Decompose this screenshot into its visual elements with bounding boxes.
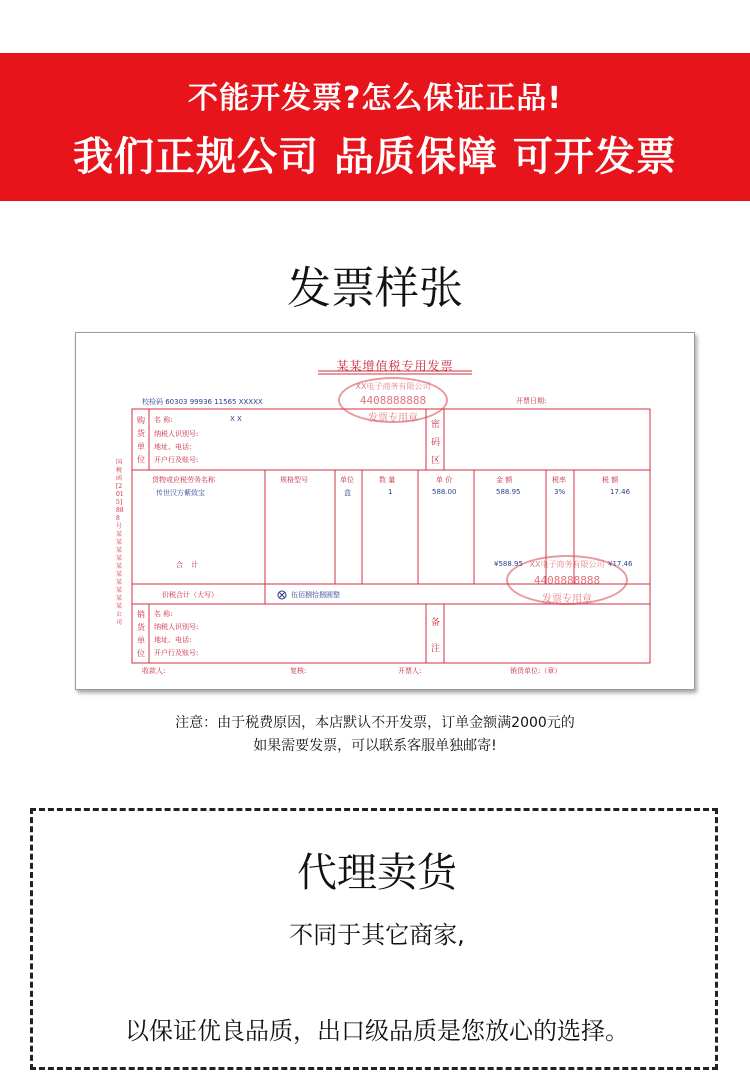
notice-line-2: 如果需要发票，可以联系客服单独邮寄! [253,738,497,754]
col-amount: 金 额 [496,476,513,484]
agent-box [30,808,718,1070]
col-spec: 规格型号 [280,476,308,484]
buyer-name-value: X X [230,415,242,423]
section-title: 发票样张 [287,263,463,314]
buyer-side-1: 购 [137,416,145,425]
seller-field-bank: 开户行及账号: [154,649,199,657]
seller-field-address: 地址、电话: [154,636,192,644]
banner-subheadline: 我们正规公司 品质保障 可开发票 [73,134,677,180]
agent-line-2: 以保证优良品质，出口级品质是您放心的选择。 [125,1017,629,1045]
total-label: 合 计 [176,561,202,569]
capital-value: 伍佰捌拾捌圆整 [291,591,340,599]
col-goods: 货物或应税劳务名称 [152,476,215,484]
invoice-sample [75,332,695,690]
item-qty: 1 [388,488,393,496]
seller-side-3: 单 [137,636,145,645]
item-name: 传世汉方紫致宝 [156,489,205,497]
invoice-margin-note: 国税函[2015]888号某某某某某某某某某某公司 [116,459,124,626]
col-tax: 税 额 [602,476,619,484]
seller-field-taxid: 纳税人识别号: [154,623,199,631]
seller-field-name: 名 称: [154,610,173,618]
invoice-check-code: 校检码 60303 99936 11565 XXXXX [142,398,263,406]
total-amount: ¥588.95 [494,560,523,568]
footer-drawer: 开票人: [398,667,422,675]
banner-headline: 不能开发票?怎么保证正品! [187,81,563,116]
col-price: 单 价 [436,476,453,484]
agent-title: 代理卖货 [297,850,457,896]
buyer-field-bank: 开户行及账号: [154,456,199,464]
invoice-stamp-top: XX电子商务有限公司 4408888888 发票专用章 [338,377,448,423]
item-rate: 3% [554,488,566,496]
cipher-side-3: 区 [431,456,441,466]
buyer-field-name: 名 称: [154,416,173,424]
total-tax: ¥17.46 [608,560,633,568]
item-unit: 盒 [344,489,351,497]
col-qty: 数 量 [379,476,396,484]
remark-side-1: 备 [431,618,441,628]
buyer-side-4: 位 [137,455,145,464]
col-unit: 单位 [340,476,354,484]
buyer-field-address: 地址、电话: [154,443,192,451]
header-banner [0,53,750,201]
item-amount: 588.95 [496,488,521,496]
footer-payee: 收款人: [142,667,166,675]
capital-mark-icon [278,591,286,599]
invoice-title: 某某增值税专用发票 [336,359,454,373]
col-rate: 税率 [552,476,566,484]
invoice-stamp-bottom: XX电子商务有限公司 4408888888 发票专用章 [506,555,628,605]
seller-side-4: 位 [137,649,145,658]
agent-line-1: 不同于其它商家, [289,921,465,949]
remark-side-2: 注 [431,644,441,654]
buyer-side-2: 货 [137,429,145,438]
seller-side-1: 销 [137,610,145,619]
seller-side-2: 货 [137,623,145,632]
notice-line-1: 注意：由于税费原因，本店默认不开发票，订单金额满2000元的 [175,715,575,731]
buyer-side-3: 单 [137,442,145,451]
item-price: 588.00 [432,488,457,496]
item-tax: 17.46 [610,488,631,496]
capital-label: 价税合计（大写） [162,591,218,599]
invoice-date-label: 开票日期: [516,397,547,405]
cipher-side-2: 码 [431,438,441,448]
buyer-field-taxid: 纳税人识别号: [154,430,199,438]
footer-reviewer: 复核: [290,667,307,675]
cipher-side-1: 密 [431,420,441,430]
footer-seller: 销货单位:（章） [510,667,562,675]
